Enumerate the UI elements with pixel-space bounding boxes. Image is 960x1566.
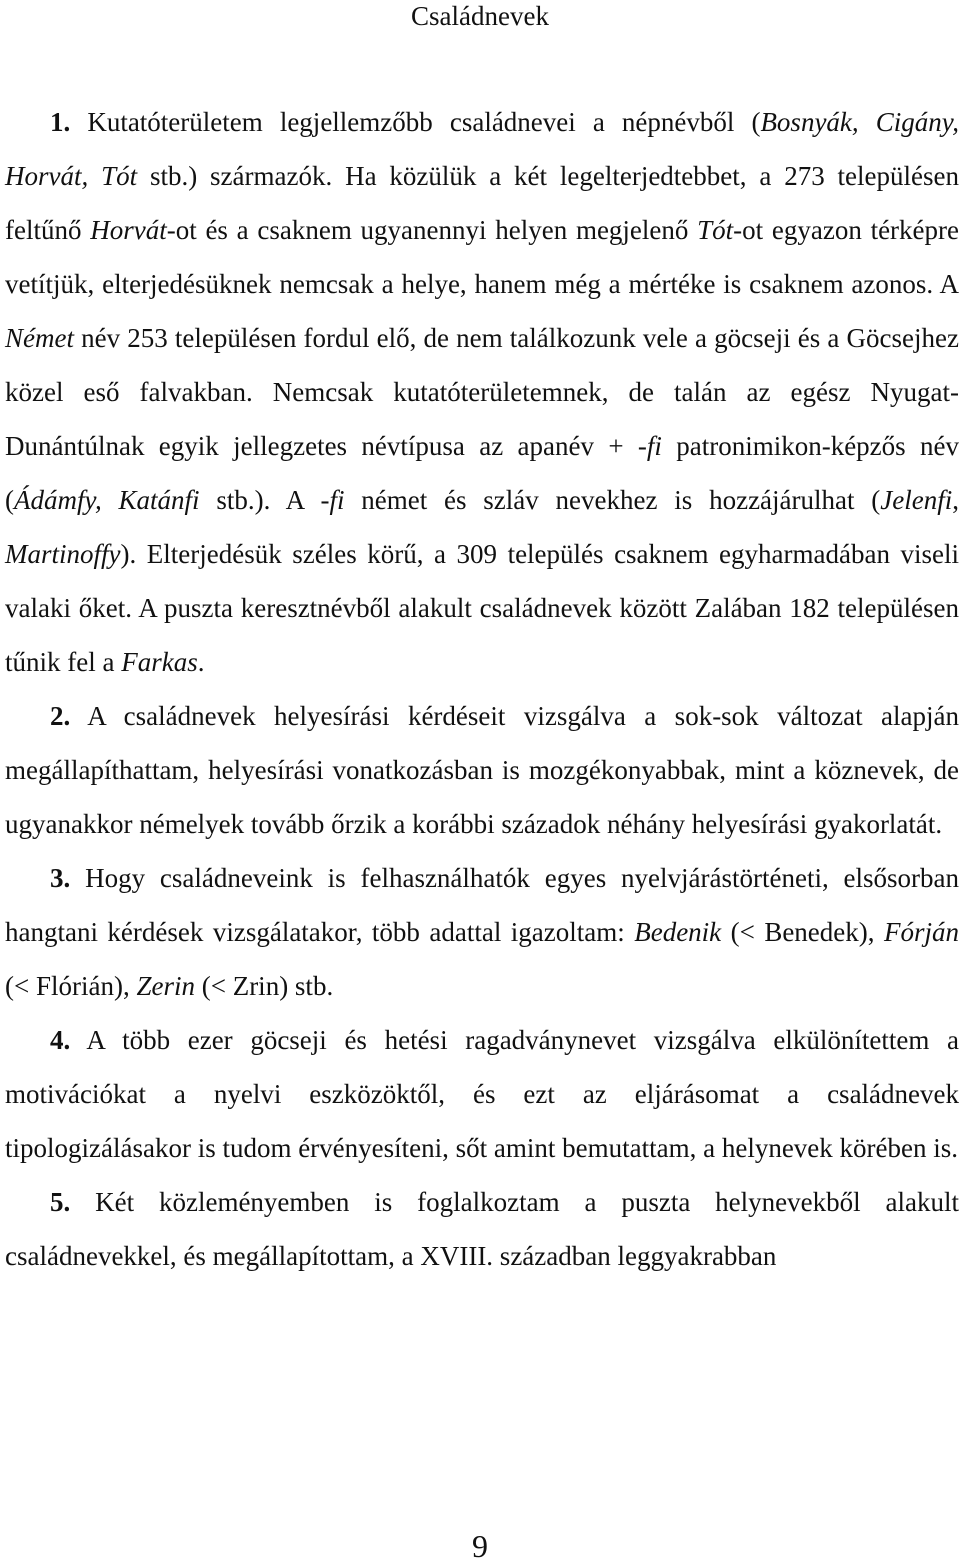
italic-text: -fi [637,431,662,461]
text-run: (< Flórián), [5,971,137,1001]
text-run: német és szláv nevekhez is hozzájárulhat ( [344,485,881,515]
text-run: patronimikon-képzős név ( [5,431,959,515]
italic-text: Ádámfy, Katánfi [14,485,200,515]
paragraph-number: 2. [50,701,71,731]
paragraph-body [5,1187,959,1271]
italic-text: Martinoffy [5,539,121,569]
italic-text: Horvát [90,215,167,245]
text-run: Két közleményemben is foglalkoztam a puszta helynevekből alakult családnevekkel, és megállapítottam, a XVIII. században leggyakrabban [5,1187,959,1271]
page-number: 9 [472,1528,488,1564]
paragraph-number: 5. [50,1187,71,1217]
text-run: stb.). A [199,485,321,515]
paragraph-body [5,1025,959,1163]
italic-text: Tót [697,215,734,245]
italic-text: Zerin [136,971,195,1001]
body-text [5,95,959,1283]
paragraph-number: 3. [50,863,71,893]
paragraph-number: 4. [50,1025,71,1055]
text-run: -ot egyazon térképre vetítjük, elterjedésüknek nemcsak a helye, hanem még a mértéke is csaknem azonos. A [5,215,960,299]
italic-text: Bedenik [634,917,722,947]
text-run: -ot és a csaknem ugyanennyi helyen megjelenő [166,215,698,245]
text-run: (< Zrin) stb. [194,971,334,1001]
italic-text: Jelenfi [880,485,953,515]
text-run: . [197,647,205,677]
paragraph-body [5,863,959,1001]
paragraph-body [5,107,959,677]
text-run: (< Benedek), [721,917,884,947]
paragraph-5 [5,1175,959,1283]
text-run: Hogy családneveink is felhasználhatók egyes nyelvjárástörténeti, elsősorban hangtani kérdések vizsgálatakor, több adattal igazoltam: [5,863,959,947]
page-title: Családnevek [411,1,549,31]
italic-text: -fi [320,485,345,515]
text-run: Kutatóterületem legjellemzőbb családnevei a népnévből ( [70,107,761,137]
text-run: A több ezer göcseji és hetési ragadványnevet vizsgálva elkülönítettem a motivációkat a nyelvi eszközöktől, és ezt az eljárásomat a családnevek tipologizálásakor is tudom érvényesíteni, sőt amint bemutattam, a helynevek körében is. [5,1025,959,1163]
italic-text: Német [5,323,74,353]
paragraph-2 [5,689,959,851]
paragraph-4 [5,1013,959,1175]
text-run: , [952,485,959,515]
paragraph-number: 1. [50,107,71,137]
paragraph-3 [5,851,959,1013]
paragraph-body [5,701,959,839]
text-run: A családnevek helyesírási kérdéseit vizsgálva a sok-sok változat alapján megállapíthattam, helyesírási vonatkozásban is mozgékonyabbak, mint a köznevek, de ugyanakkor némelyek tovább őrzik a korábbi századok néhány helyesírási gyakorlatát. [5,701,959,839]
italic-text: Farkas [121,647,198,677]
italic-text: Fórján [883,917,959,947]
text-run: stb.) származók. Ha közülük a két legelterjedtebbet, a 273 településen feltűnő [5,161,959,245]
text-run: név 253 településen fordul elő, de nem találkozunk vele a göcseji és a Göcsejhez közel eső falvakban. Nemcsak kutatóterületemnek, de talán az egész Nyugat-Dunántúlnak egyik jellegzetes névtípusa az apanév + [5,323,959,461]
text-run: ). Elterjedésük széles körű, a 309 település csaknem egyharmadában viseli valaki őket. A puszta keresztnévből alakult családnevek között Zalában 182 településen tűnik fel a [5,539,959,677]
italic-text: Bosnyák, Cigány, Horvát, Tót [5,107,959,191]
paragraph-1 [5,95,959,689]
